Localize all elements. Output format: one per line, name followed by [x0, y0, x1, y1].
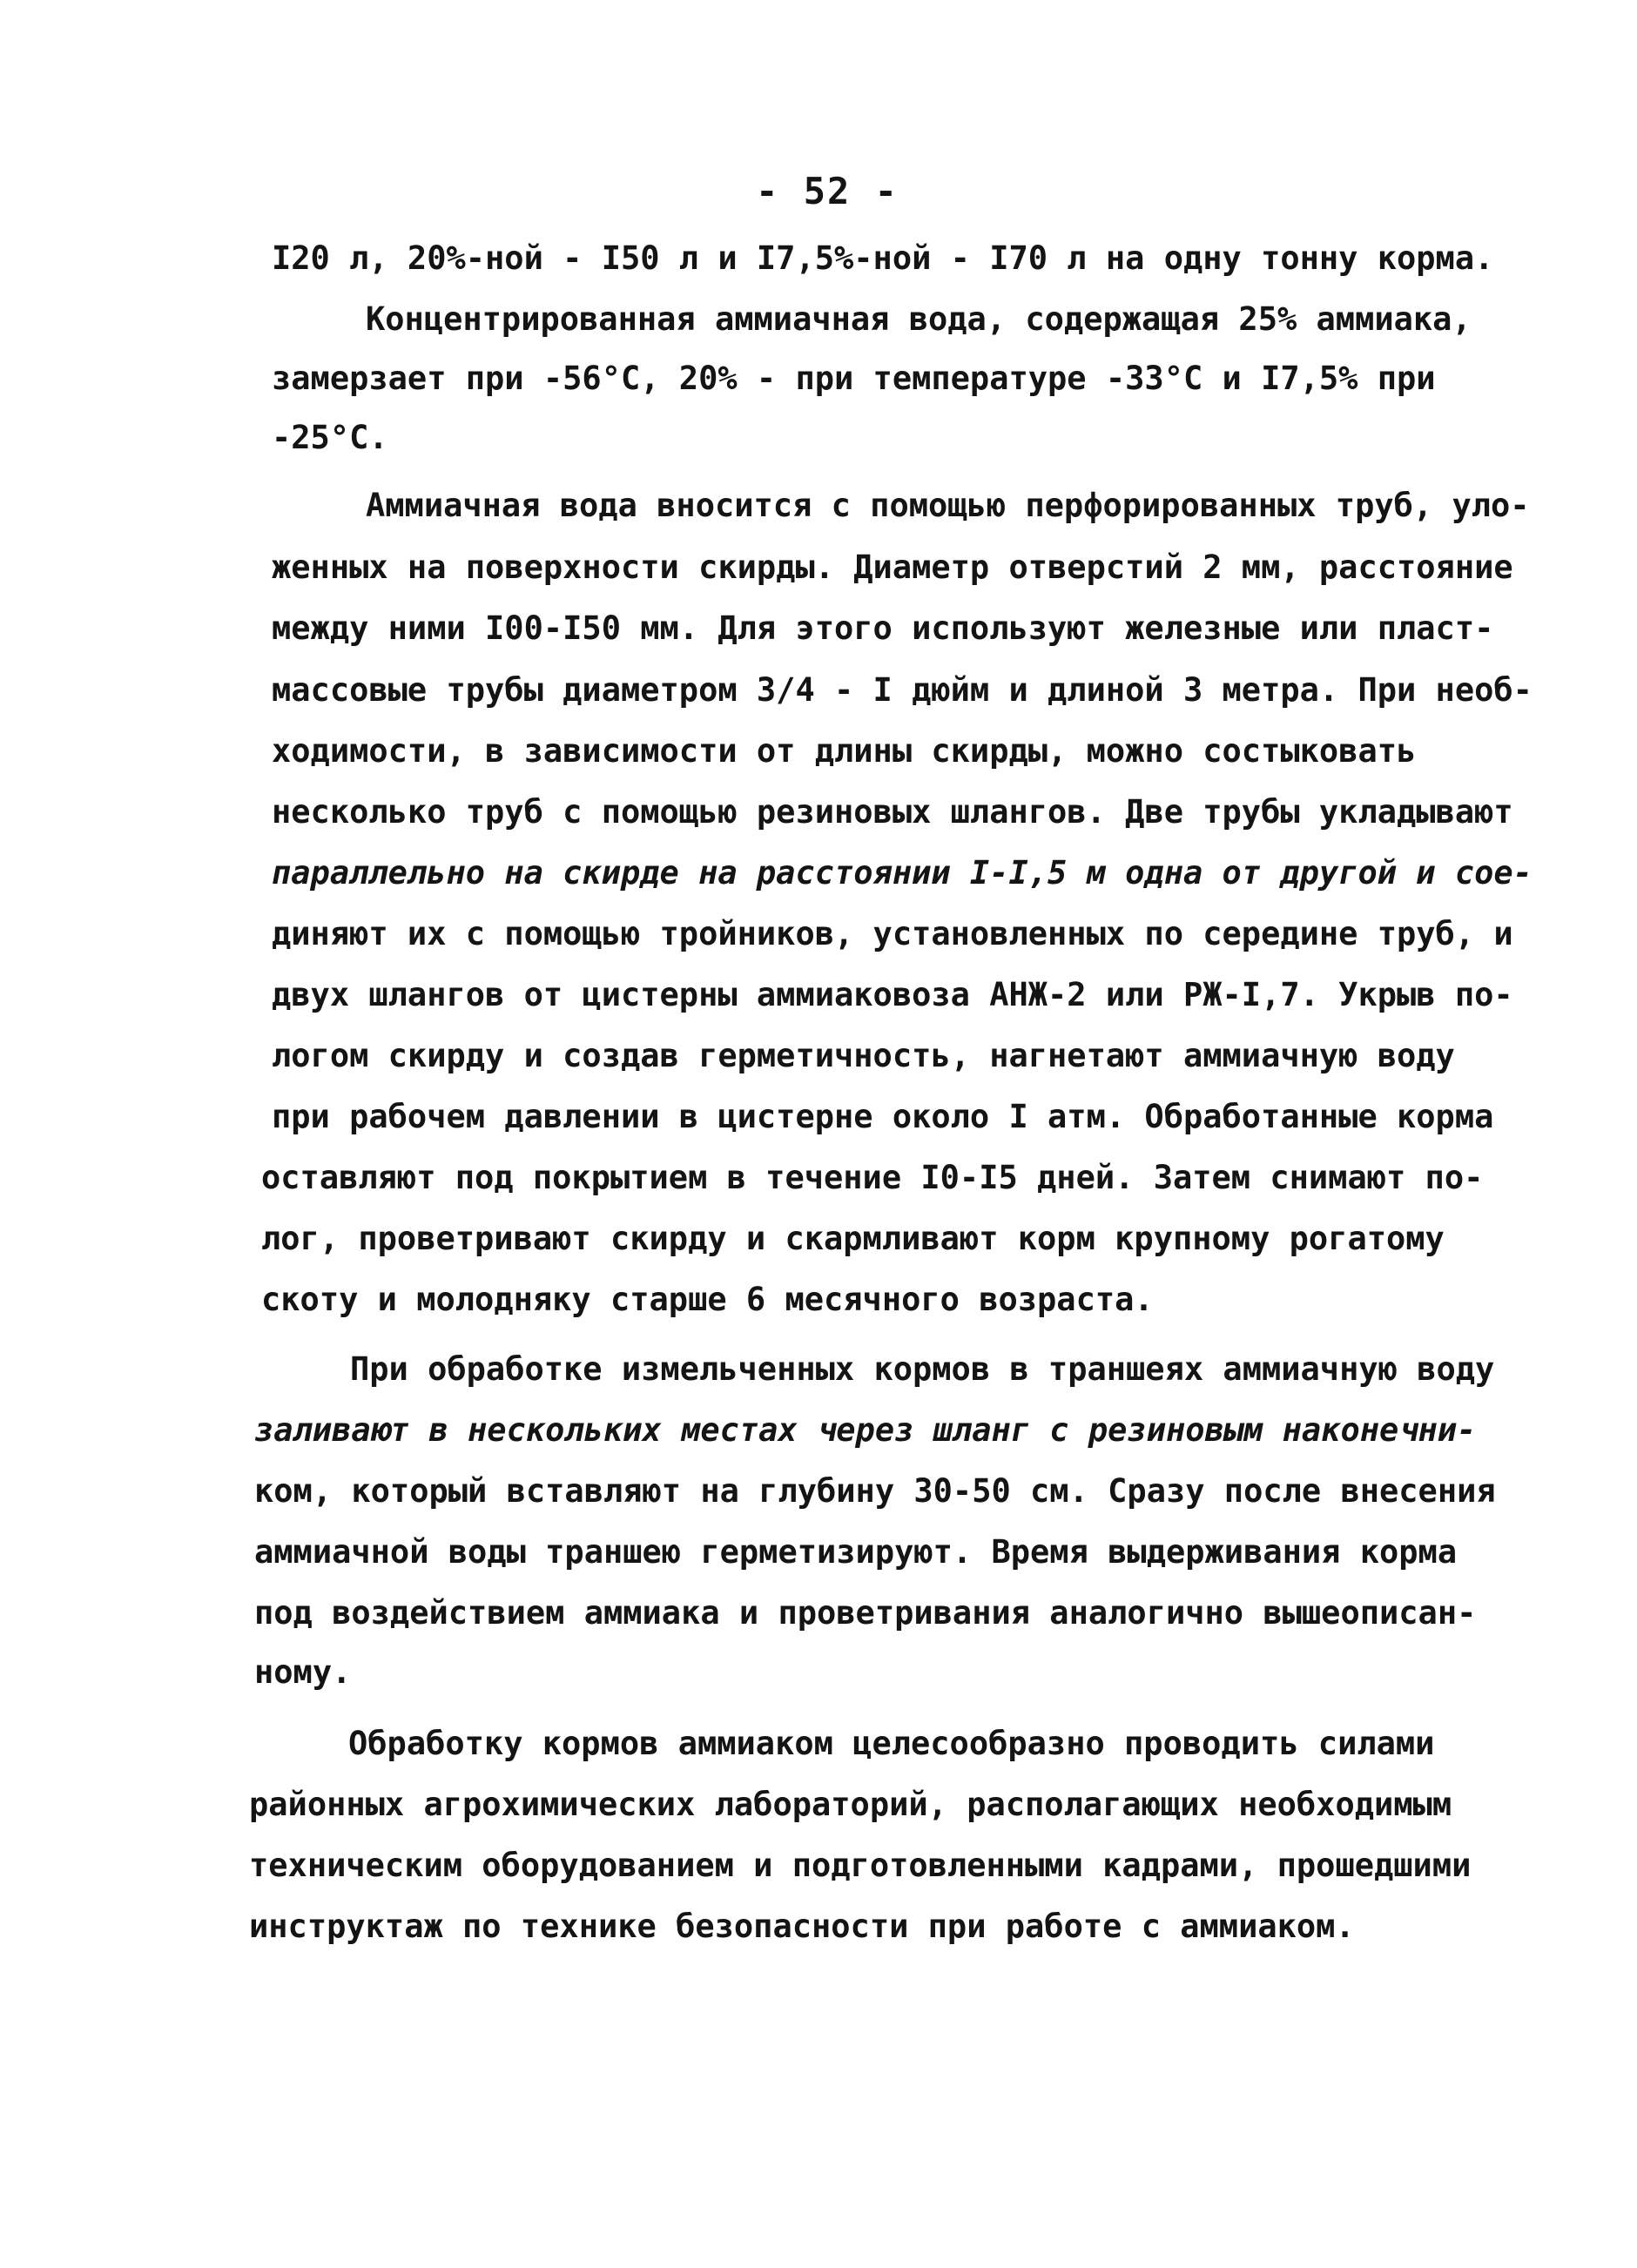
text-line: логом скирду и создав герметичность, нагнетают аммиачную воду	[272, 1037, 1455, 1074]
text-line: При обработке измельченных кормов в траншеях аммиачную воду	[350, 1350, 1495, 1388]
text-line: женных на поверхности скирды. Диаметр отверстий 2 мм, расстояние	[272, 548, 1513, 586]
text-line: замерзает при -56°С, 20% - при температуре -33°С и I7,5% при	[272, 360, 1436, 397]
text-line: I20 л, 20%-ной - I50 л и I7,5%-ной - I70 л на одну тонну корма.	[272, 239, 1494, 277]
text-line: при рабочем давлении в цистерне около I атм. Обработанные корма	[272, 1098, 1494, 1135]
text-line: техническим оборудованием и подготовленными кадрами, прошедшими	[249, 1847, 1472, 1884]
text-line: ному.	[254, 1653, 352, 1691]
text-line: ком, который вставляют на глубину 30-50 см. Сразу после внесения	[254, 1472, 1496, 1510]
text-line: аммиачной воды траншею герметизируют. Время выдерживания корма	[254, 1533, 1458, 1571]
text-line: Обработку кормов аммиаком целесообразно проводить силами	[348, 1725, 1435, 1762]
text-line: Аммиачная вода вносится с помощью перфорированных труб, уло-	[366, 487, 1530, 524]
text-line: -25°С.	[272, 419, 388, 456]
text-line: инструктаж по технике безопасности при работе с аммиаком.	[249, 1908, 1355, 1945]
text-line: двух шлангов от цистерны аммиаковоза АНЖ-2 или РЖ-I,7. Укрыв по-	[272, 976, 1513, 1013]
text-line: массовые трубы диаметром 3/4 - I дюйм и длиной 3 метра. При необ-	[272, 671, 1533, 709]
text-line: под воздействием аммиака и проветривания аналогично вышеописан-	[254, 1594, 1477, 1632]
text-line: параллельно на скирде на расстоянии I-I,5 м одна от другой и сое-	[272, 854, 1533, 892]
text-line: лог, проветривают скирду и скармливают корм крупному рогатому	[261, 1220, 1445, 1257]
text-line: скоту и молодняку старше 6 месячного возраста.	[261, 1281, 1154, 1318]
text-line: оставляют под покрытием в течение I0-I5 дней. Затем снимают по-	[261, 1159, 1484, 1196]
text-line: заливают в нескольких местах через шланг с резиновым наконечни-	[254, 1411, 1477, 1449]
text-line: Концентрированная аммиачная вода, содержащая 25% аммиака,	[366, 300, 1472, 338]
text-line: районных агрохимических лабораторий, располагающих необходимым	[249, 1786, 1452, 1823]
text-line: диняют их с помощью тройников, установленных по середине труб, и	[272, 915, 1513, 952]
page-number: - 52 -	[756, 170, 899, 212]
text-line: несколько труб с помощью резиновых шлангов. Две трубы укладывают	[272, 793, 1513, 831]
text-line: ходимости, в зависимости от длины скирды, можно состыковать	[272, 732, 1417, 770]
text-line: между ними I00-I50 мм. Для этого используют железные или пласт-	[272, 609, 1494, 647]
